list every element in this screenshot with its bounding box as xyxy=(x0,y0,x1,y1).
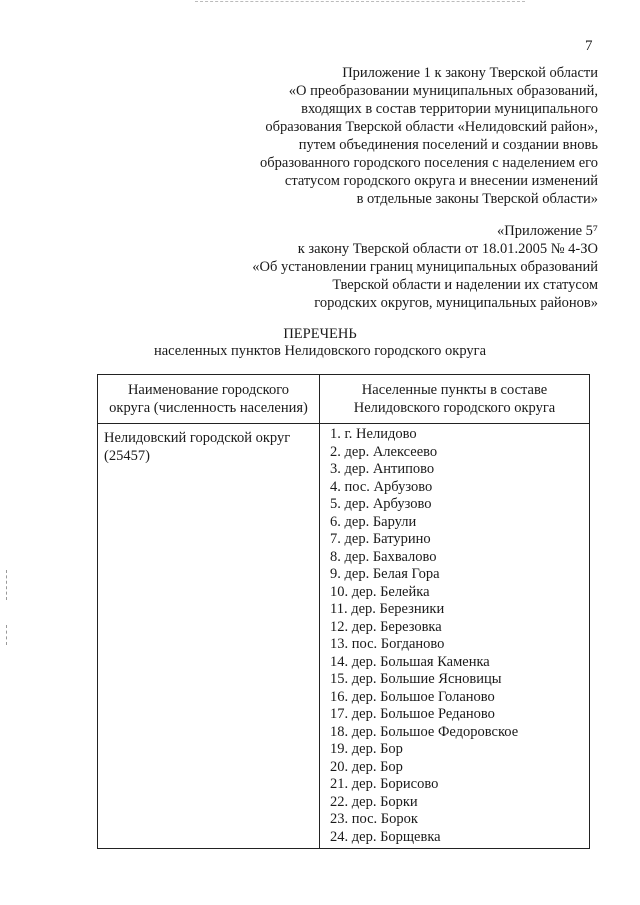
page-number: 7 xyxy=(585,38,593,54)
annex-5-line: «Об установлении границ муниципальных образований xyxy=(252,259,598,275)
header-district xyxy=(98,375,320,424)
list-item: 9. дер. Белая Гора xyxy=(330,566,440,582)
list-item: 17. дер. Большое Реданово xyxy=(330,706,495,722)
list-item: 6. дер. Барули xyxy=(330,513,417,530)
margin-mark xyxy=(6,625,8,645)
settlements-table xyxy=(97,374,590,849)
table-row xyxy=(98,424,590,849)
annex-1-header xyxy=(260,64,598,208)
list-item: 20. дер. Бор xyxy=(330,758,403,775)
annex-1-line: образованного городского поселения с наделением его xyxy=(260,155,598,171)
list-item: 16. дер. Большое Голаново xyxy=(330,688,495,705)
list-item: 12. дер. Березовка xyxy=(330,618,442,635)
header-settlements-line: Населенные пункты в составе xyxy=(361,382,548,398)
district-cell xyxy=(98,424,320,849)
header-settlements xyxy=(320,375,590,424)
list-item: 4. пос. Арбузово xyxy=(330,478,433,495)
list-item: 1. г. Нелидово xyxy=(330,426,417,442)
list-item: 21. дер. Борисово xyxy=(330,776,439,792)
annex-5-line: Тверской области и наделении их статусом xyxy=(332,277,598,293)
annex-1-line: входящих в состав территории муниципального xyxy=(301,101,598,117)
margin-mark xyxy=(6,570,8,600)
list-item: 23. пос. Борок xyxy=(330,811,418,827)
list-item: 19. дер. Бор xyxy=(330,741,403,757)
list-item: 18. дер. Большое Федоровское xyxy=(330,723,519,740)
header-settlements-line: Нелидовского городского округа xyxy=(353,400,556,416)
list-item: 24. дер. Борщевка xyxy=(330,828,441,845)
list-item: 14. дер. Большая Каменка xyxy=(330,653,490,670)
annex-1-line: «О преобразовании муниципальных образований, xyxy=(288,83,598,99)
document-title: ПЕРЕЧЕНЬ xyxy=(283,326,357,342)
district-name: Нелидовский городской округ xyxy=(104,430,291,446)
annex-5-line: «Приложение 5⁷ xyxy=(496,223,598,239)
table-header-row xyxy=(98,375,590,424)
annex-1-line: образования Тверской области «Нелидовский район», xyxy=(265,119,598,135)
settlement-list xyxy=(330,426,585,846)
annex-1-line: в отдельные законы Тверской области» xyxy=(356,191,598,207)
list-item: 11. дер. Березники xyxy=(330,601,445,617)
scan-artifact xyxy=(195,1,525,4)
list-item: 7. дер. Батурино xyxy=(330,531,431,547)
list-item: 2. дер. Алексеево xyxy=(330,443,438,460)
list-item: 10. дер. Белейка xyxy=(330,583,430,600)
annex-1-line: Приложение 1 к закону Тверской области xyxy=(342,65,598,81)
list-item: 15. дер. Большие Ясновицы xyxy=(330,671,502,687)
list-item: 8. дер. Бахвалово xyxy=(330,548,437,565)
header-district-line: Наименование городского xyxy=(127,382,290,398)
document-subtitle: населенных пунктов Нелидовского городского округа xyxy=(153,343,487,359)
annex-1-line: путем объединения поселений и создании вновь xyxy=(298,137,598,153)
annex-5-line: городских округов, муниципальных районов» xyxy=(314,295,598,311)
annex-5-line: к закону Тверской области от 18.01.2005 № 4-ЗО xyxy=(297,241,598,257)
settlements-cell xyxy=(320,424,590,849)
list-item: 13. пос. Богданово xyxy=(330,636,445,652)
list-item: 3. дер. Антипово xyxy=(330,461,435,477)
list-item: 22. дер. Борки xyxy=(330,793,418,810)
header-district-line: округа (численность населения) xyxy=(109,400,308,416)
list-item: 5. дер. Арбузово xyxy=(330,496,432,512)
annex-1-line: статусом городского округа и внесении изменений xyxy=(284,173,598,189)
district-population: (25457) xyxy=(104,448,150,464)
annex-5-header xyxy=(252,222,598,312)
